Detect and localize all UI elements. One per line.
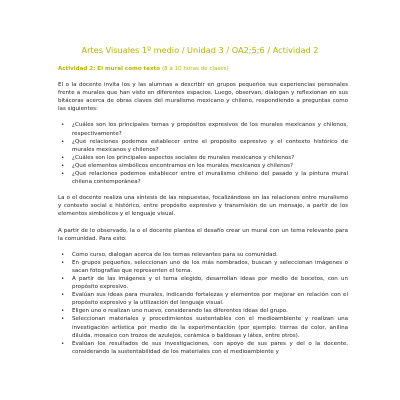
list-item: [61, 154, 348, 162]
activity-title: [58, 65, 348, 73]
activity-hours: (8 a 10 horas de clases): [161, 66, 229, 72]
list-item: [61, 259, 348, 275]
synthesis-paragraph: La o el docente realiza una síntesis de las respuestas, focalizándose en las relaciones entre muralismo y contexto social e histórico, entre propósito expresivo y transmisión de un mensaje, a partir de los elementos simbólicos y el lenguaje visual.: [58, 195, 348, 218]
bullet: •: [61, 138, 65, 145]
bullet: •: [61, 340, 65, 347]
question-text: ¿Qué elementos simbólicos encontramos en los murales mexicanos y chilenos?: [72, 162, 293, 169]
list-item: [61, 307, 348, 315]
document-body: [58, 65, 348, 364]
bullet: •: [61, 122, 65, 129]
bullet: •: [61, 154, 65, 161]
bullet: •: [61, 251, 65, 258]
question-text: ¿Cuáles son los principales temas y propósitos expresivos de los murales mexicanos y chilenos, respectivamente?: [72, 122, 348, 137]
page-header: Artes Visuales 1º medio / Unidad 3 / OA2;5;6 / Actividad 2: [81, 45, 319, 55]
list-item: [61, 275, 348, 291]
list-item: [61, 251, 348, 259]
list-item: [61, 170, 348, 186]
step-text: Evalúan sus ideas para murales, indicando fortalezas y elementos por mejorar en relación con el propósito expresivo y la utilización del lenguaje visual.: [72, 292, 348, 307]
bullet: •: [61, 259, 65, 266]
question-text: ¿Qué relaciones podemos establecer entre el propósito expresivo y el contexto histórico de murales mexicanos y chilenos?: [72, 138, 348, 153]
list-item: [61, 291, 348, 307]
activity-title-text: Actividad 2: El mural como texto: [58, 66, 161, 72]
bullet: •: [61, 316, 65, 323]
steps-list: [58, 251, 348, 356]
list-item: [61, 315, 348, 339]
step-text: En grupos pequeños, seleccionan uno de los más nombrados, buscan y seleccionan imágenes o sacan fotografías que representen el tema.: [72, 259, 348, 274]
step-text: A partir de las imágenes y el tema elegido, desarrollan ideas por medio de bocetos, con un propósito expresivo.: [72, 275, 348, 291]
bullet: •: [61, 171, 65, 178]
bullet: •: [61, 308, 65, 315]
list-item: [61, 340, 348, 356]
bullet: •: [61, 275, 65, 282]
questions-list: [58, 121, 348, 186]
list-item: [61, 138, 348, 154]
list-item: [61, 162, 348, 170]
step-text: Como curso, dialogan acerca de los temas relevantes para su comunidad.: [72, 251, 278, 258]
bullet: •: [61, 292, 65, 299]
step-text: Eligen uno o realizan uno nuevo, considerando las diferentes ideas del grupo.: [72, 308, 288, 315]
list-item: [61, 121, 348, 137]
step-text: Seleccionan materiales y procedimientos sustentables con el medioambiente y realizan una investigación artística por medio de la experimentación (por ejemplo: tierras de color, anilina diluida, mosaico con trozos de azulejos, cerámica o baldosas y látex, entre otros).: [72, 316, 348, 339]
question-text: ¿Qué relaciones podemos establecer entre el muralismo chileno del pasado y la pintura mural chilena contemporánea?: [72, 171, 348, 186]
question-text: ¿Cuáles son los principales aspectos sociales de murales mexicanos y chilenos?: [72, 154, 295, 161]
bullet: •: [61, 162, 65, 169]
intro-paragraph: El o la docente invita los y las alumnas a describir en grupos pequeños sus experiencias personales frente a murales que han visto en diferentes espacios. Luego, observan, dialogan y reflexionan en sus bitácoras acerca de obras claves del muralismo mexicano y chileno, respondiendo a preguntas como las siguientes:: [58, 82, 348, 113]
challenge-paragraph: A partir de lo observado, la o el docente plantea el desafío crear un mural con un tema relevante para la comunidad. Para esto:: [58, 227, 348, 242]
step-text: Evalúan los resultados de sus investigaciones, con apoyo de sus pares y del o la docente, considerando la sustentabilidad de los materiales con el medioambiente y: [72, 340, 348, 355]
